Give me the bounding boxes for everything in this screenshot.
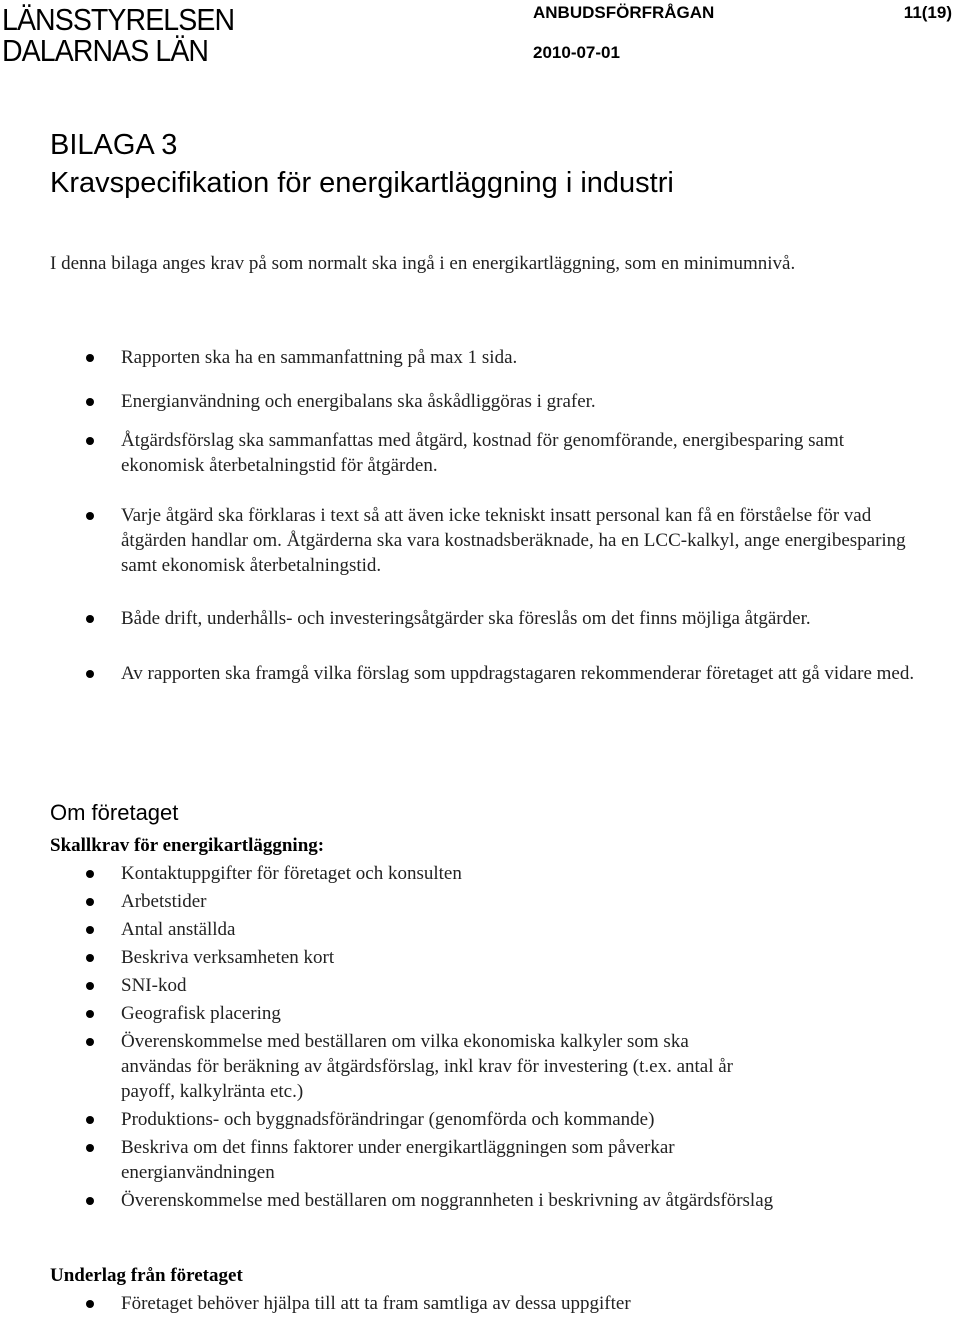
mandatory-requirements-heading: Skallkrav för energikartläggning: (50, 835, 325, 856)
basis-heading: Underlag från företaget (50, 1265, 243, 1286)
company-requirements-list (50, 861, 930, 1213)
basis-list (50, 1291, 930, 1316)
document-date: 2010-07-01 (533, 43, 620, 62)
list-item: Överenskommelse med beställaren om vilka ekonomiska kalkyler som ska användas för beräkning av åtgärdsförslag, inkl krav för investering (t.ex. antal år payoff, kalkylränta etc.) (50, 1029, 930, 1104)
document-type: ANBUDSFÖRFRÅGAN (533, 3, 715, 22)
list-item: Beskriva verksamheten kort (50, 945, 930, 970)
list-item: Antal anställda (50, 917, 930, 942)
annex-title: BILAGA 3 (50, 129, 178, 161)
requirements-list (50, 345, 930, 686)
logo-line-2: DALARNAS LÄN (2, 33, 209, 68)
list-item: Arbetstider (50, 889, 930, 914)
list-item: Åtgärdsförslag ska sammanfattas med åtgärd, kostnad för genomförande, energibesparing samt ekonomisk återbetalningstid för åtgärden. (50, 428, 930, 478)
list-item: Geografisk placering (50, 1001, 930, 1026)
list-item: Produktions- och byggnadsförändringar (genomförda och kommande) (50, 1107, 930, 1132)
list-item: Beskriva om det finns faktorer under energikartläggningen som påverkar energianvändningen (50, 1135, 930, 1185)
intro-paragraph: I denna bilaga anges krav på som normalt ska ingå i en energikartläggning, som en minimumnivå. (50, 253, 796, 274)
list-item: Företaget behöver hjälpa till att ta fram samtliga av dessa uppgifter (50, 1291, 930, 1316)
logo-line-1: LÄNSSTYRELSEN (2, 2, 235, 37)
list-item: Rapporten ska ha en sammanfattning på max 1 sida. (50, 345, 930, 370)
list-item: Energianvändning och energibalans ska åskådliggöras i grafer. (50, 389, 930, 414)
section-heading-company: Om företaget (50, 800, 179, 825)
list-item: Varje åtgärd ska förklaras i text så att även icke tekniskt insatt personal kan få en förståelse för vad åtgärden handlar om. Åtgärderna ska vara kostnadsberäknade, ha en LCC-kalkyl, ange energibesparing samt ekonomisk återbetalningstid. (50, 503, 930, 578)
list-item: Kontaktuppgifter för företaget och konsulten (50, 861, 930, 886)
page-number: 11(19) (903, 3, 952, 22)
list-item: Överenskommelse med beställaren om noggrannheten i beskrivning av åtgärdsförslag (50, 1188, 930, 1213)
list-item: Av rapporten ska framgå vilka förslag som uppdragstagaren rekommenderar företaget att gå vidare med. (50, 661, 930, 686)
page-title: Kravspecifikation för energikartläggning i industri (50, 167, 674, 199)
agency-logo (2, 2, 235, 70)
list-item: SNI-kod (50, 973, 930, 998)
list-item: Både drift, underhålls- och investeringsåtgärder ska föreslås om det finns möjliga åtgärder. (50, 606, 930, 631)
